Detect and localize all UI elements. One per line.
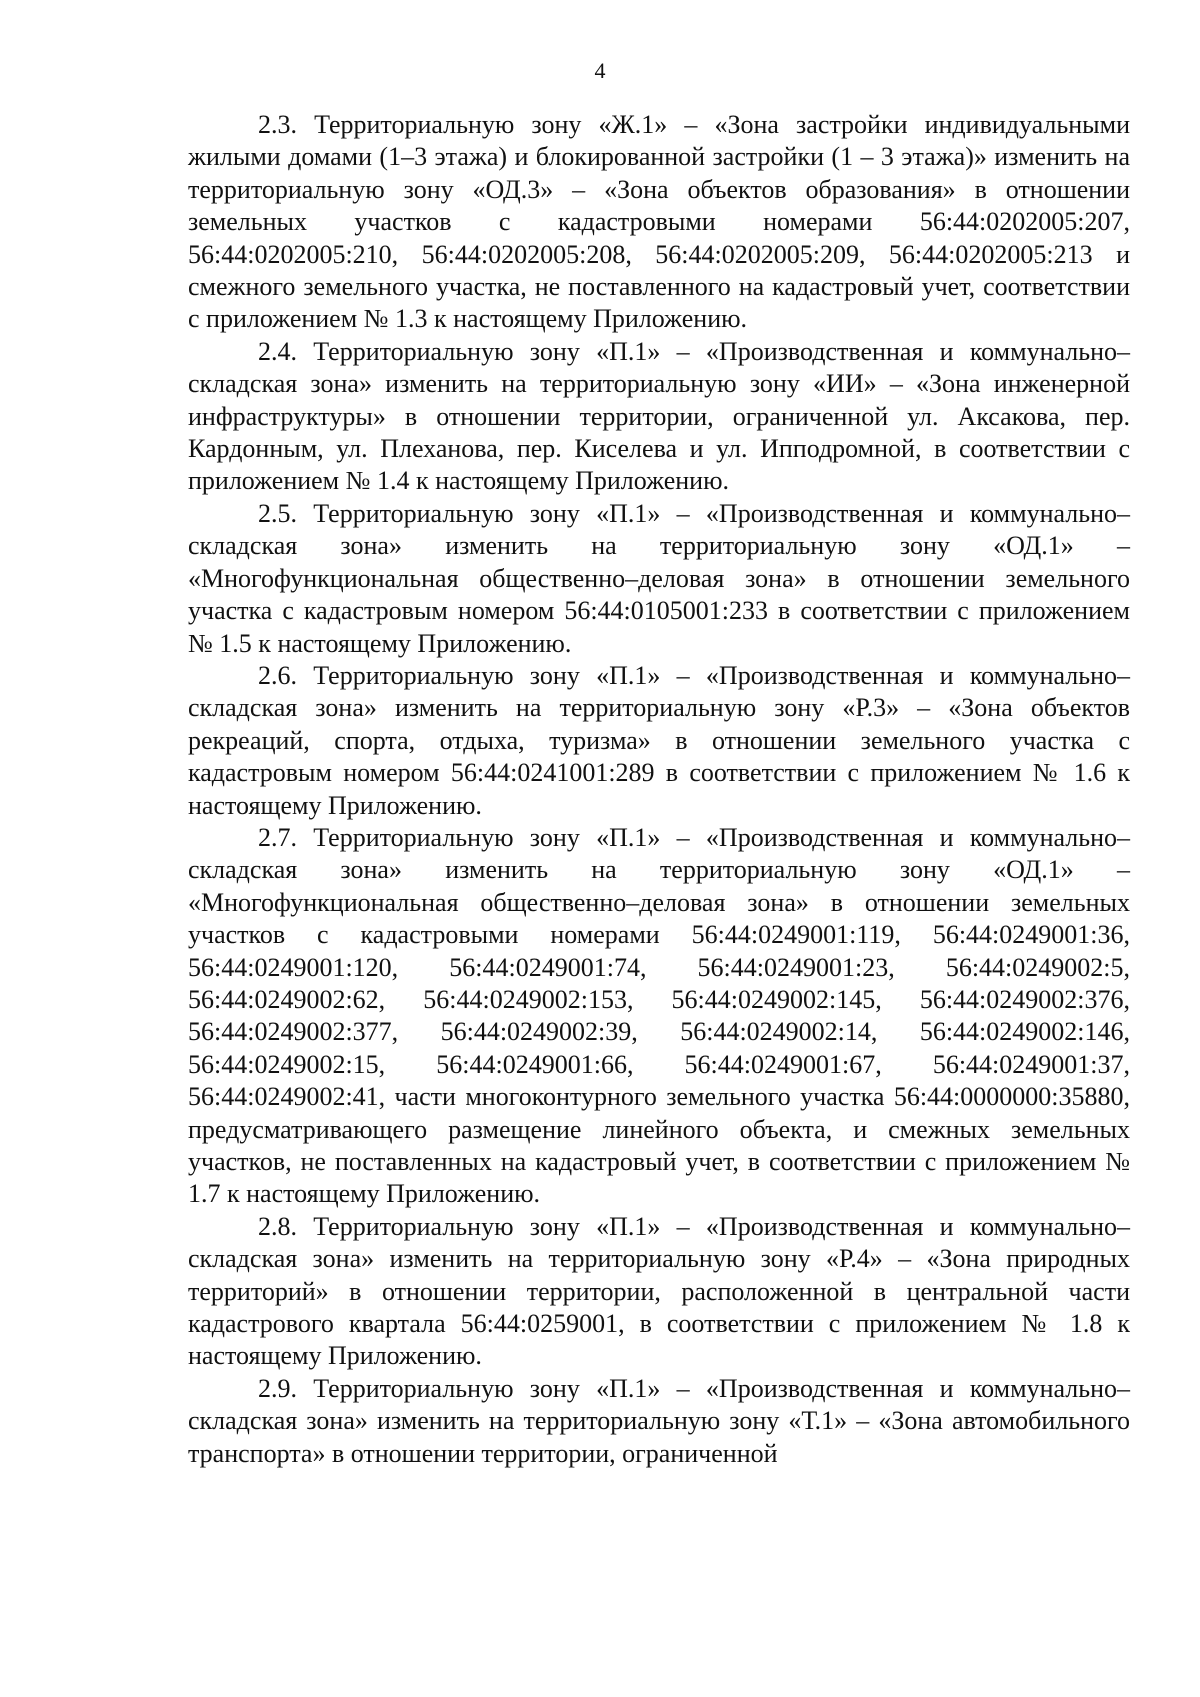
- document-body: [188, 109, 1130, 1470]
- paragraph-2-9: 2.9. Территориальную зону «П.1» – «Производственная и коммунально–складская зона» изменить на территориальную зону «Т.1» – «Зона автомобильного транспорта» в отношении территории, ограниченной: [188, 1373, 1130, 1468]
- paragraph-2-8: 2.8. Территориальную зону «П.1» – «Производственная и коммунально–складская зона» изменить на территориальную зону «Р.4» – «Зона природных территорий» в отношении территории, расположенной в центральной части кадастрового квартала 56:44:0259001, в соответствии с приложением № 1.8 к настоящему Приложению.: [188, 1211, 1130, 1371]
- paragraph-2-7: 2.7. Территориальную зону «П.1» – «Производственная и коммунально–складская зона» изменить на территориальную зону «ОД.1» – «Многофункциональная общественно–деловая зона» в отношении земельных участков с кадастровыми номерами 56:44:0249001:119, 56:44:0249001:36, 56:44:0249001:120, 56:44:0249001:74, 56:44:0249001:23, 56:44:0249002:5, 56:44:0249002:62, 56:44:0249002:153, 56:44:0249002:145, 56:44:0249002:376, 56:44:0249002:377, 56:44:0249002:39, 56:44:0249002:14, 56:44:0249002:146, 56:44:0249002:15, 56:44:0249001:66, 56:44:0249001:67, 56:44:0249001:37, 56:44:0249002:41, части многоконтурного земельного участка 56:44:0000000:35880, предусматривающего размещение линейного объекта, и смежных земельных участков, не поставленных на кадастровый учет, в соответствии с приложением № 1.7 к настоящему Приложению.: [188, 822, 1130, 1209]
- paragraph-2-3: 2.3. Территориальную зону «Ж.1» – «Зона застройки индивидуальными жилыми домами (1–3 этажа) и блокированной застройки (1 – 3 этажа)» изменить на территориальную зону «ОД.3» – «Зона объектов образования» в отношении земельных участков с кадастровыми номерами 56:44:0202005:207, 56:44:0202005:210, 56:44:0202005:208, 56:44:0202005:209, 56:44:0202005:213 и смежного земельного участка, не поставленного на кадастровый учет, соответствии с приложением № 1.3 к настоящему Приложению.: [188, 110, 1130, 334]
- paragraph-2-5: 2.5. Территориальную зону «П.1» – «Производственная и коммунально–складская зона» изменить на территориальную зону «ОД.1» – «Многофункциональная общественно–деловая зона» в отношении земельного участка с кадастровым номером 56:44:0105001:233 в соответствии с приложением № 1.5 к настоящему Приложению.: [188, 498, 1130, 658]
- paragraph-2-4: 2.4. Территориальную зону «П.1» – «Производственная и коммунально–складская зона» изменить на территориальную зону «ИИ» – «Зона инженерной инфраструктуры» в отношении территории, ограниченной ул. Аксакова, пер. Кардонным, ул. Плеханова, пер. Киселева и ул. Ипподромной, в соответствии с приложением № 1.4 к настоящему Приложению.: [188, 336, 1130, 496]
- paragraph-2-6: 2.6. Территориальную зону «П.1» – «Производственная и коммунально–складская зона» изменить на территориальную зону «Р.3» – «Зона объектов рекреаций, спорта, отдыха, туризма» в отношении земельного участка с кадастровым номером 56:44:0241001:289 в соответствии с приложением № 1.6 к настоящему Приложению.: [188, 660, 1130, 820]
- page-number: 4: [594, 58, 606, 83]
